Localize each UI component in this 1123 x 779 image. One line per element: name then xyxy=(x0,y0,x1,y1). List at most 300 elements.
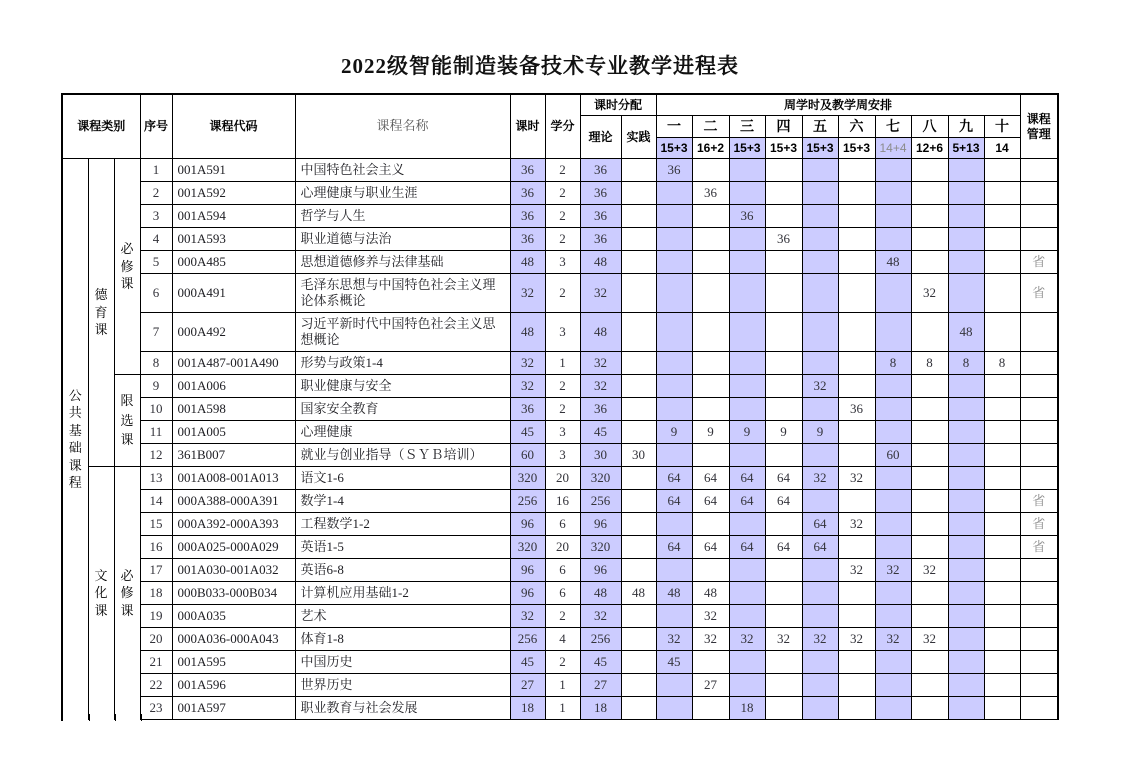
week-8-hours xyxy=(911,205,948,228)
week-8-hours xyxy=(911,398,948,421)
week-4-hours: 9 xyxy=(765,421,802,444)
practice-hours xyxy=(621,352,656,375)
week-4-hours xyxy=(765,605,802,628)
week-8-hours xyxy=(911,536,948,559)
week-8-hours xyxy=(911,513,948,536)
practice-hours: 48 xyxy=(621,582,656,605)
week-4-hours xyxy=(765,159,802,182)
week-10-load: 14 xyxy=(984,138,1020,159)
week-10-hours xyxy=(984,651,1020,674)
page-title: 2022级智能制造装备技术专业教学进程表 xyxy=(341,54,739,78)
management: 省 xyxy=(1020,490,1058,513)
row-no: 6 xyxy=(140,274,172,313)
week-2-hours xyxy=(692,513,729,536)
hours: 36 xyxy=(510,205,545,228)
week-9-hours xyxy=(948,628,984,651)
week-1-hours: 32 xyxy=(656,628,692,651)
week-4-hours xyxy=(765,313,802,352)
course-code: 001A596 xyxy=(172,674,295,697)
theory-hours: 36 xyxy=(580,182,621,205)
row-no: 22 xyxy=(140,674,172,697)
week-6-hours xyxy=(838,651,875,674)
credits: 2 xyxy=(545,274,580,313)
theory-hours: 256 xyxy=(580,490,621,513)
week-4-hours: 64 xyxy=(765,536,802,559)
week-3-hours xyxy=(729,375,765,398)
category-required-2: 必 修 课 xyxy=(114,467,140,720)
week-10-hours xyxy=(984,444,1020,467)
header-week-2: 二 xyxy=(692,116,729,138)
row-no: 2 xyxy=(140,182,172,205)
hours: 45 xyxy=(510,421,545,444)
week-4-hours xyxy=(765,375,802,398)
course-row xyxy=(62,421,1058,444)
week-8-hours xyxy=(911,182,948,205)
week-10-hours xyxy=(984,251,1020,274)
management xyxy=(1020,421,1058,444)
hours: 27 xyxy=(510,674,545,697)
management: 省 xyxy=(1020,274,1058,313)
week-3-hours xyxy=(729,444,765,467)
course-code: 001A006 xyxy=(172,375,295,398)
week-3-hours xyxy=(729,313,765,352)
week-2-hours xyxy=(692,159,729,182)
credits: 6 xyxy=(545,559,580,582)
row-no: 13 xyxy=(140,467,172,490)
week-1-hours xyxy=(656,274,692,313)
credits: 2 xyxy=(545,398,580,421)
week-10-hours xyxy=(984,467,1020,490)
row-no: 11 xyxy=(140,421,172,444)
week-9-hours xyxy=(948,697,984,720)
theory-hours: 45 xyxy=(580,651,621,674)
course-code: 001A487-001A490 xyxy=(172,352,295,375)
week-8-hours: 32 xyxy=(911,559,948,582)
credits: 4 xyxy=(545,628,580,651)
week-9-hours xyxy=(948,159,984,182)
week-8-hours xyxy=(911,651,948,674)
week-5-hours xyxy=(802,352,838,375)
course-name: 毛泽东思想与中国特色社会主义理论体系概论 xyxy=(295,274,510,313)
week-7-hours: 60 xyxy=(875,444,911,467)
week-3-hours xyxy=(729,228,765,251)
management xyxy=(1020,697,1058,720)
week-7-hours xyxy=(875,697,911,720)
course-code: 000A388-000A391 xyxy=(172,490,295,513)
header-week-5: 五 xyxy=(802,116,838,138)
week-1-hours: 64 xyxy=(656,467,692,490)
week-7-hours: 8 xyxy=(875,352,911,375)
management xyxy=(1020,375,1058,398)
row-no: 7 xyxy=(140,313,172,352)
row-no: 1 xyxy=(140,159,172,182)
week-5-hours: 64 xyxy=(802,513,838,536)
course-name: 思想道德修养与法律基础 xyxy=(295,251,510,274)
week-7-hours xyxy=(875,513,911,536)
management xyxy=(1020,674,1058,697)
week-6-hours xyxy=(838,582,875,605)
course-row xyxy=(62,228,1058,251)
course-code: 001A008-001A013 xyxy=(172,467,295,490)
header-allocation: 课时分配 xyxy=(580,94,656,116)
credits: 20 xyxy=(545,536,580,559)
week-5-hours xyxy=(802,697,838,720)
theory-hours: 96 xyxy=(580,513,621,536)
week-9-load: 5+13 xyxy=(948,138,984,159)
course-name: 习近平新时代中国特色社会主义思想概论 xyxy=(295,313,510,352)
practice-hours xyxy=(621,467,656,490)
category-moral-education: 德 育 课 xyxy=(88,159,114,467)
credits: 2 xyxy=(545,605,580,628)
week-2-hours: 32 xyxy=(692,628,729,651)
week-2-hours: 32 xyxy=(692,605,729,628)
theory-hours: 32 xyxy=(580,605,621,628)
practice-hours xyxy=(621,313,656,352)
week-5-hours: 32 xyxy=(802,467,838,490)
course-row xyxy=(62,559,1058,582)
practice-hours xyxy=(621,159,656,182)
hours: 60 xyxy=(510,444,545,467)
week-8-hours xyxy=(911,697,948,720)
week-3-hours xyxy=(729,182,765,205)
theory-hours: 32 xyxy=(580,375,621,398)
theory-hours: 96 xyxy=(580,559,621,582)
course-row xyxy=(62,352,1058,375)
hours: 48 xyxy=(510,313,545,352)
management xyxy=(1020,182,1058,205)
header-week-10: 十 xyxy=(984,116,1020,138)
course-name: 心理健康与职业生涯 xyxy=(295,182,510,205)
week-6-hours: 32 xyxy=(838,628,875,651)
header-practice: 实践 xyxy=(621,116,656,159)
week-5-hours xyxy=(802,559,838,582)
week-7-hours xyxy=(875,674,911,697)
course-name: 体育1-8 xyxy=(295,628,510,651)
week-4-hours xyxy=(765,582,802,605)
week-4-hours: 64 xyxy=(765,467,802,490)
header-hours: 课时 xyxy=(510,94,545,159)
week-10-hours xyxy=(984,375,1020,398)
header-week-3: 三 xyxy=(729,116,765,138)
week-9-hours xyxy=(948,182,984,205)
header-week-7: 七 xyxy=(875,116,911,138)
week-6-hours xyxy=(838,352,875,375)
course-row xyxy=(62,182,1058,205)
course-name: 中国历史 xyxy=(295,651,510,674)
week-8-hours xyxy=(911,228,948,251)
management xyxy=(1020,582,1058,605)
week-4-hours xyxy=(765,182,802,205)
hours: 32 xyxy=(510,375,545,398)
week-5-hours: 9 xyxy=(802,421,838,444)
header-no: 序号 xyxy=(140,94,172,159)
course-code: 001A593 xyxy=(172,228,295,251)
week-4-hours: 36 xyxy=(765,228,802,251)
practice-hours xyxy=(621,674,656,697)
course-row xyxy=(62,490,1058,513)
week-1-hours xyxy=(656,398,692,421)
header-theory: 理论 xyxy=(580,116,621,159)
week-7-load: 14+4 xyxy=(875,138,911,159)
week-5-hours xyxy=(802,651,838,674)
course-row xyxy=(62,628,1058,651)
week-10-hours xyxy=(984,697,1020,720)
course-row xyxy=(62,651,1058,674)
week-6-hours xyxy=(838,182,875,205)
credits: 2 xyxy=(545,375,580,398)
course-row xyxy=(62,467,1058,490)
week-9-hours: 48 xyxy=(948,313,984,352)
week-4-hours: 64 xyxy=(765,490,802,513)
week-10-hours xyxy=(984,421,1020,444)
credits: 3 xyxy=(545,444,580,467)
category-col3-border-continuation xyxy=(141,714,142,721)
week-6-hours xyxy=(838,605,875,628)
header-week-6: 六 xyxy=(838,116,875,138)
row-no: 8 xyxy=(140,352,172,375)
credits: 2 xyxy=(545,228,580,251)
week-10-hours xyxy=(984,513,1020,536)
week-1-hours xyxy=(656,205,692,228)
week-6-hours xyxy=(838,274,875,313)
practice-hours xyxy=(621,182,656,205)
week-2-hours xyxy=(692,651,729,674)
week-7-hours xyxy=(875,536,911,559)
week-3-hours: 36 xyxy=(729,205,765,228)
row-no: 9 xyxy=(140,375,172,398)
theory-hours: 27 xyxy=(580,674,621,697)
row-no: 4 xyxy=(140,228,172,251)
week-1-hours: 9 xyxy=(656,421,692,444)
week-6-hours xyxy=(838,159,875,182)
row-no: 19 xyxy=(140,605,172,628)
week-4-hours xyxy=(765,697,802,720)
week-5-hours xyxy=(802,490,838,513)
week-5-hours xyxy=(802,182,838,205)
week-9-hours xyxy=(948,228,984,251)
credits: 1 xyxy=(545,697,580,720)
week-9-hours xyxy=(948,467,984,490)
week-3-hours xyxy=(729,251,765,274)
week-3-hours: 9 xyxy=(729,421,765,444)
course-name: 艺术 xyxy=(295,605,510,628)
theory-hours: 256 xyxy=(580,628,621,651)
credits: 16 xyxy=(545,490,580,513)
week-8-hours xyxy=(911,251,948,274)
week-3-hours xyxy=(729,398,765,421)
week-7-hours xyxy=(875,182,911,205)
week-6-load: 15+3 xyxy=(838,138,875,159)
header-category: 课程类别 xyxy=(62,94,140,159)
row-no: 18 xyxy=(140,582,172,605)
credits: 3 xyxy=(545,313,580,352)
credits: 20 xyxy=(545,467,580,490)
row-no: 15 xyxy=(140,513,172,536)
week-6-hours xyxy=(838,251,875,274)
practice-hours xyxy=(621,205,656,228)
week-4-hours xyxy=(765,513,802,536)
theory-hours: 320 xyxy=(580,536,621,559)
row-no: 10 xyxy=(140,398,172,421)
management: 省 xyxy=(1020,513,1058,536)
course-row xyxy=(62,159,1058,182)
week-7-hours xyxy=(875,375,911,398)
management xyxy=(1020,628,1058,651)
week-2-hours xyxy=(692,228,729,251)
week-9-hours xyxy=(948,444,984,467)
week-1-hours: 36 xyxy=(656,159,692,182)
week-8-hours xyxy=(911,582,948,605)
category-public-basic: 公 共 基 础 课 程 xyxy=(62,159,88,720)
hours: 45 xyxy=(510,651,545,674)
course-code: 001A598 xyxy=(172,398,295,421)
week-10-hours xyxy=(984,313,1020,352)
course-row xyxy=(62,605,1058,628)
week-9-hours xyxy=(948,513,984,536)
course-row xyxy=(62,274,1058,313)
week-6-hours xyxy=(838,228,875,251)
course-code: 000A025-000A029 xyxy=(172,536,295,559)
course-row xyxy=(62,398,1058,421)
hours: 32 xyxy=(510,605,545,628)
course-name: 国家安全教育 xyxy=(295,398,510,421)
header-credits: 学分 xyxy=(545,94,580,159)
header-week-8: 八 xyxy=(911,116,948,138)
week-2-hours xyxy=(692,352,729,375)
theory-hours: 36 xyxy=(580,159,621,182)
week-10-hours xyxy=(984,536,1020,559)
week-5-hours xyxy=(802,313,838,352)
course-code: 000A485 xyxy=(172,251,295,274)
week-9-hours xyxy=(948,205,984,228)
week-2-hours: 64 xyxy=(692,490,729,513)
theory-hours: 36 xyxy=(580,205,621,228)
week-1-hours xyxy=(656,513,692,536)
hours: 96 xyxy=(510,513,545,536)
week-9-hours xyxy=(948,274,984,313)
course-row xyxy=(62,251,1058,274)
practice-hours xyxy=(621,274,656,313)
course-code: 001A595 xyxy=(172,651,295,674)
management: 省 xyxy=(1020,251,1058,274)
course-name: 职业教育与社会发展 xyxy=(295,697,510,720)
week-8-hours xyxy=(911,605,948,628)
week-2-hours: 9 xyxy=(692,421,729,444)
week-10-hours xyxy=(984,490,1020,513)
week-7-hours xyxy=(875,274,911,313)
week-4-hours xyxy=(765,251,802,274)
week-9-hours xyxy=(948,582,984,605)
week-6-hours xyxy=(838,536,875,559)
week-10-hours xyxy=(984,398,1020,421)
week-8-load: 12+6 xyxy=(911,138,948,159)
management: 省 xyxy=(1020,536,1058,559)
course-name: 中国特色社会主义 xyxy=(295,159,510,182)
week-7-hours xyxy=(875,582,911,605)
week-4-hours xyxy=(765,444,802,467)
week-3-hours: 18 xyxy=(729,697,765,720)
management xyxy=(1020,228,1058,251)
week-3-hours xyxy=(729,559,765,582)
week-9-hours xyxy=(948,251,984,274)
week-8-hours: 32 xyxy=(911,628,948,651)
practice-hours xyxy=(621,251,656,274)
hours: 96 xyxy=(510,559,545,582)
week-2-hours: 36 xyxy=(692,182,729,205)
week-7-hours xyxy=(875,228,911,251)
practice-hours xyxy=(621,536,656,559)
credits: 3 xyxy=(545,421,580,444)
course-name: 语文1-6 xyxy=(295,467,510,490)
theory-hours: 32 xyxy=(580,274,621,313)
practice-hours xyxy=(621,513,656,536)
week-7-hours xyxy=(875,159,911,182)
week-5-hours xyxy=(802,228,838,251)
week-7-hours xyxy=(875,651,911,674)
course-name: 职业道德与法治 xyxy=(295,228,510,251)
week-3-hours xyxy=(729,274,765,313)
week-1-hours xyxy=(656,674,692,697)
week-7-hours xyxy=(875,605,911,628)
week-3-hours xyxy=(729,513,765,536)
course-code: 001A591 xyxy=(172,159,295,182)
course-name: 计算机应用基础1-2 xyxy=(295,582,510,605)
credits: 6 xyxy=(545,513,580,536)
week-10-hours xyxy=(984,182,1020,205)
management xyxy=(1020,159,1058,182)
course-name: 英语1-5 xyxy=(295,536,510,559)
week-3-hours xyxy=(729,605,765,628)
category-culture: 文 化 课 xyxy=(88,467,114,720)
theory-hours: 48 xyxy=(580,313,621,352)
course-row xyxy=(62,536,1058,559)
week-5-hours xyxy=(802,582,838,605)
credits: 6 xyxy=(545,582,580,605)
header-week-1: 一 xyxy=(656,116,692,138)
week-6-hours xyxy=(838,674,875,697)
theory-hours: 36 xyxy=(580,398,621,421)
practice-hours xyxy=(621,421,656,444)
week-5-hours xyxy=(802,251,838,274)
header-name: 课程名称 xyxy=(295,94,510,159)
week-9-hours xyxy=(948,421,984,444)
week-4-hours xyxy=(765,651,802,674)
week-1-hours xyxy=(656,559,692,582)
hours: 36 xyxy=(510,159,545,182)
week-9-hours xyxy=(948,651,984,674)
week-8-hours xyxy=(911,444,948,467)
week-6-hours: 32 xyxy=(838,513,875,536)
category-limited-elective: 限选课 xyxy=(114,375,140,467)
week-5-hours xyxy=(802,444,838,467)
course-code: 000A392-000A393 xyxy=(172,513,295,536)
practice-hours xyxy=(621,605,656,628)
course-row xyxy=(62,313,1058,352)
category-col1-border-continuation xyxy=(89,714,90,721)
header-week-4: 四 xyxy=(765,116,802,138)
hours: 256 xyxy=(510,490,545,513)
practice-hours xyxy=(621,398,656,421)
course-name: 职业健康与安全 xyxy=(295,375,510,398)
week-2-hours: 27 xyxy=(692,674,729,697)
week-3-hours xyxy=(729,582,765,605)
week-7-hours xyxy=(875,421,911,444)
practice-hours xyxy=(621,375,656,398)
week-8-hours: 32 xyxy=(911,274,948,313)
week-5-hours xyxy=(802,274,838,313)
week-1-hours: 64 xyxy=(656,536,692,559)
row-no: 5 xyxy=(140,251,172,274)
